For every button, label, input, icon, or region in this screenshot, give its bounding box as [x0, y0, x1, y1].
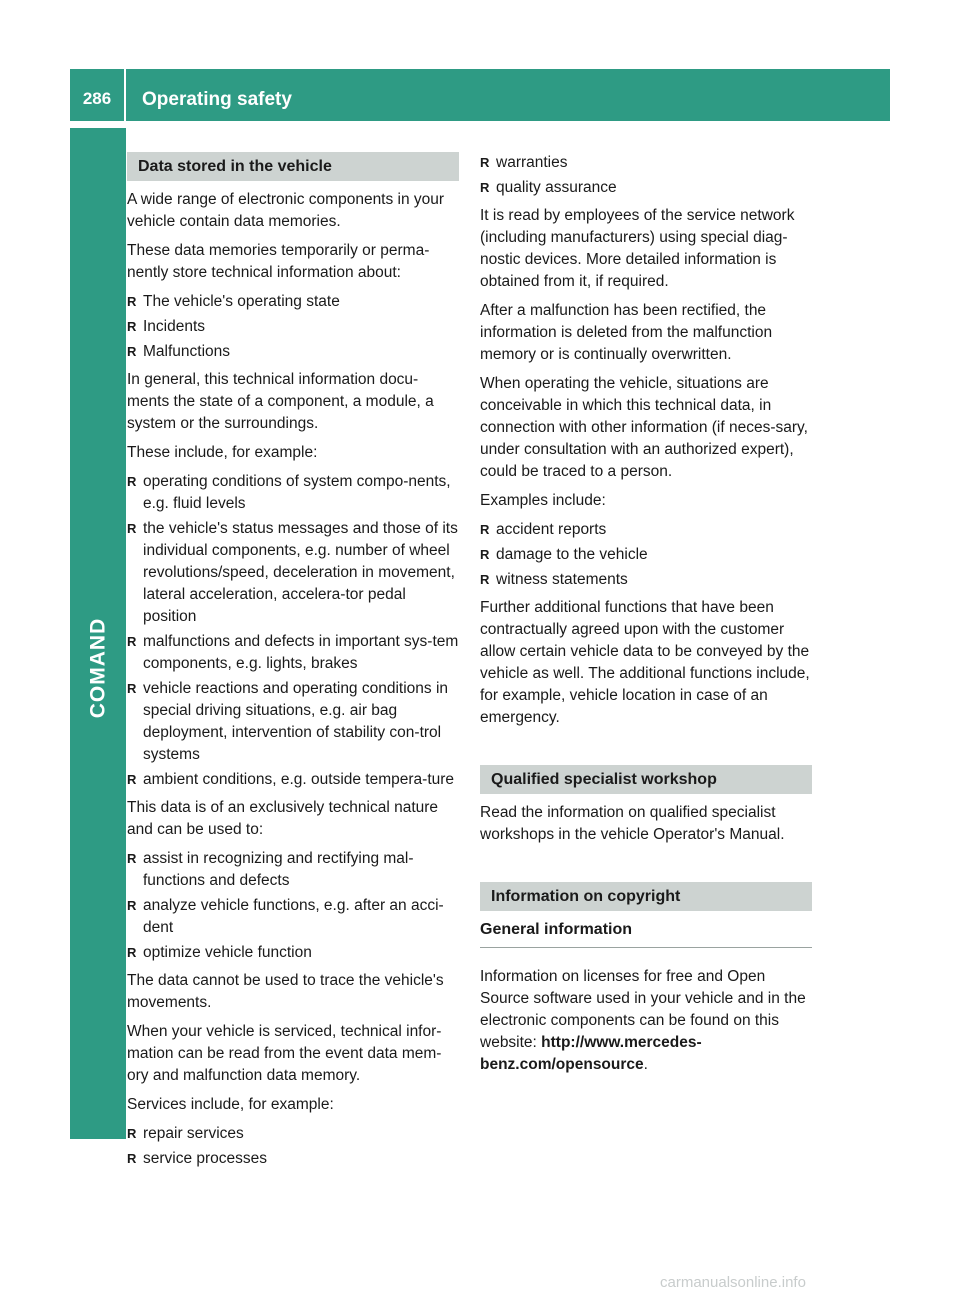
heading-copyright: Information on copyright	[480, 882, 812, 911]
paragraph: The data cannot be used to trace the vehicle's movements.	[127, 972, 444, 1011]
paragraph: These data memories temporarily or perma-nently store technical information about:	[127, 242, 430, 281]
paragraph: A wide range of electronic components in your vehicle contain data memories.	[127, 191, 445, 230]
list-item: R accident reports	[480, 519, 812, 541]
bullet-list	[127, 848, 459, 964]
chapter-tab-label: COMAND	[86, 617, 109, 719]
list-item: R assist in recognizing and rectifying mal-functions and defects	[127, 848, 459, 892]
copyright-text: Information on licenses for free and Open Source software used in your vehicle and in the electronic components can be found on this website:	[480, 968, 806, 1051]
paragraph: Services include, for example:	[127, 1096, 334, 1113]
right-column	[480, 152, 812, 1083]
list-item: R optimize vehicle function	[127, 942, 459, 964]
bullet-list	[480, 152, 812, 199]
list-item: R Incidents	[127, 316, 459, 338]
paragraph: This data is of an exclusively technical nature and can be used to:	[127, 799, 439, 838]
bullet-list	[127, 1123, 459, 1170]
list-item: R the vehicle's status messages and those of its individual components, e.g. number of wheel revolutions/speed, deceleration in movement, lateral acceleration, accelera-tor pedal position	[127, 518, 459, 628]
list-item: R service processes	[127, 1148, 459, 1170]
list-item: R warranties	[480, 152, 812, 174]
heading-data-stored: Data stored in the vehicle	[127, 152, 459, 181]
list-item: R analyze vehicle functions, e.g. after an acci-dent	[127, 895, 459, 939]
paragraph: It is read by employees of the service network (including manufacturers) using special diag-nostic devices. More detailed information is obtained from it, if required.	[480, 207, 795, 290]
page-number: 286	[70, 69, 126, 121]
bullet-list	[127, 291, 459, 363]
paragraph: Read the information on qualified specialist workshops in the vehicle Operator's Manual.	[480, 804, 785, 843]
list-item: R The vehicle's operating state	[127, 291, 459, 313]
opensource-link[interactable]: http://www.mercedes-benz.com/opensource	[480, 1034, 702, 1073]
chapter-tab	[70, 128, 126, 1139]
paragraph: Examples include:	[480, 492, 606, 509]
paragraph: Further additional functions that have been contractually agreed upon with the customer allow certain vehicle data to be conveyed by the vehicle as well. The additional functions include, for example, vehicle location in case of an emergency.	[480, 599, 810, 726]
left-column	[127, 152, 459, 1176]
paragraph: When operating the vehicle, situations are conceivable in which this technical data, in connection with other information (if neces-sary, under consultation with an authorized expert), could be traced to a person.	[480, 375, 808, 480]
list-item: R malfunctions and defects in important sys-tem components, e.g. lights, brakes	[127, 631, 459, 675]
list-item: R witness statements	[480, 569, 812, 591]
list-item: R damage to the vehicle	[480, 544, 812, 566]
list-item: R Malfunctions	[127, 341, 459, 363]
paragraph-copyright	[480, 966, 812, 1076]
paragraph: After a malfunction has been rectified, the information is deleted from the malfunction memory or is continually overwritten.	[480, 302, 773, 363]
list-item: R ambient conditions, e.g. outside tempera-ture	[127, 769, 459, 791]
watermark: carmanualsonline.info	[660, 1274, 806, 1291]
list-item: R quality assurance	[480, 177, 812, 199]
paragraph: When your vehicle is serviced, technical infor-mation can be read from the event data mem-ory and malfunction data memory.	[127, 1023, 442, 1084]
heading-qualified-workshop: Qualified specialist workshop	[480, 765, 812, 794]
bullet-list	[480, 519, 812, 591]
paragraph: In general, this technical information docu-ments the state of a component, a module, a system or the surroundings.	[127, 371, 434, 432]
paragraph: These include, for example:	[127, 444, 318, 461]
list-item: R operating conditions of system compo-nents, e.g. fluid levels	[127, 471, 459, 515]
subheading-general-information: General information	[480, 919, 812, 948]
page-header	[70, 69, 890, 121]
section-title: Operating safety	[142, 89, 292, 110]
bullet-list	[127, 471, 459, 791]
list-item: R vehicle reactions and operating conditions in special driving situations, e.g. air bag deployment, intervention of stability con-trol systems	[127, 678, 459, 766]
copyright-text-end: .	[643, 1056, 648, 1073]
list-item: R repair services	[127, 1123, 459, 1145]
